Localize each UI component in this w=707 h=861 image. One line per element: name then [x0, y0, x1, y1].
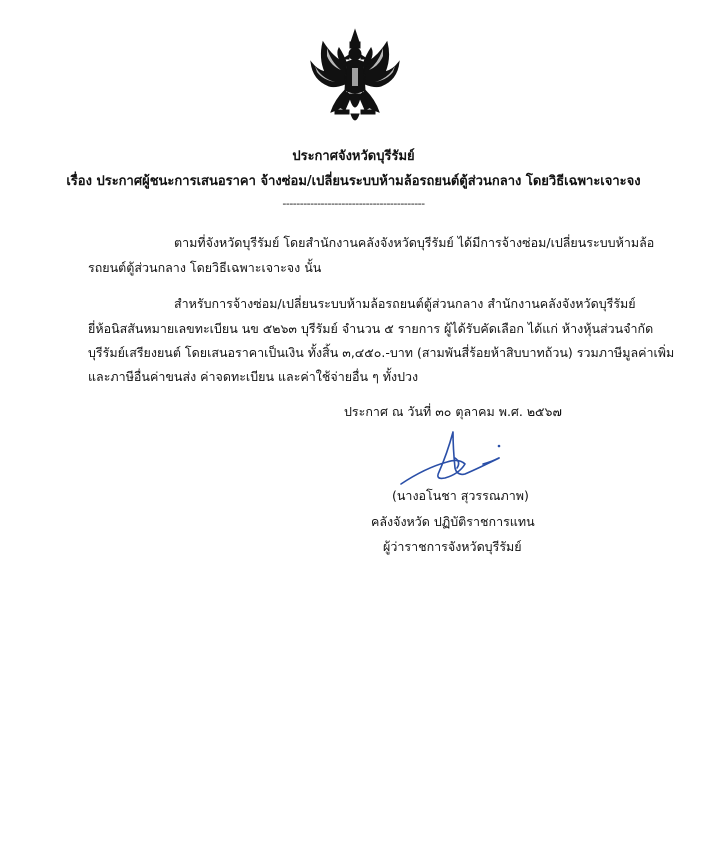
paragraph2-line2: ยี่ห้อนิสสันหมายเลขทะเบียน นข ๕๒๖๓ บุรีรัมย์ จำนวน ๕ รายการ ผู้ได้รับคัดเลือก ได้แก่ ห้างหุ้นส่วนจำกัด [88, 321, 654, 336]
paragraph1-line1: ตามที่จังหวัดบุรีรัมย์ โดยสำนักงานคลังจังหวัดบุรีรัมย์ ได้มีการจ้างซ่อม/เปลี่ยนระบบห้ามล้อ [174, 235, 655, 250]
announcement-title: ประกาศจังหวัดบุรีรัมย์ [292, 149, 415, 164]
handwritten-signature [395, 428, 505, 492]
signatory-name: (นางอโนชา สุวรรณภาพ) [392, 488, 529, 503]
signatory-position: คลังจังหวัด ปฏิบัติราชการแทน [371, 514, 535, 529]
announcement-subject: เรื่อง ประกาศผู้ชนะการเสนอราคา จ้างซ่อม/เปลี่ยนระบบห้ามล้อรถยนต์ตู้ส่วนกลาง โดยวิธีเฉพาะเจาะจง [66, 174, 641, 189]
paragraph2-line4: และภาษีอื่นค่าขนส่ง ค่าจดทะเบียน และค่าใช้จ่ายอื่น ๆ ทั้งปวง [88, 369, 419, 384]
paragraph2-line3: บุรีรัมย์เสรียงยนต์ โดยเสนอราคาเป็นเงิน ทั้งสิ้น ๓,๔๕๐.-บาท (สามพันสี่ร้อยห้าสิบบาทถ้วน) รวมภาษีมูลค่าเพิ่ม [88, 345, 675, 360]
signatory-authority: ผู้ว่าราชการจังหวัดบุรีรัมย์ [383, 539, 522, 554]
announcement-date: ประกาศ ณ วันที่ ๓๐ ตุลาคม พ.ศ. ๒๕๖๗ [344, 404, 562, 419]
paragraph2-line1: สำหรับการจ้างซ่อม/เปลี่ยนระบบห้ามล้อรถยนต์ตู้ส่วนกลาง สำนักงานคลังจังหวัดบุรีรัมย์ [174, 296, 636, 311]
title-divider: ----------------------------------------- [282, 197, 425, 210]
garuda-emblem [305, 28, 405, 128]
paragraph1-line2: รถยนต์ตู้ส่วนกลาง โดยวิธีเฉพาะเจาะจง นั้น [88, 260, 322, 275]
